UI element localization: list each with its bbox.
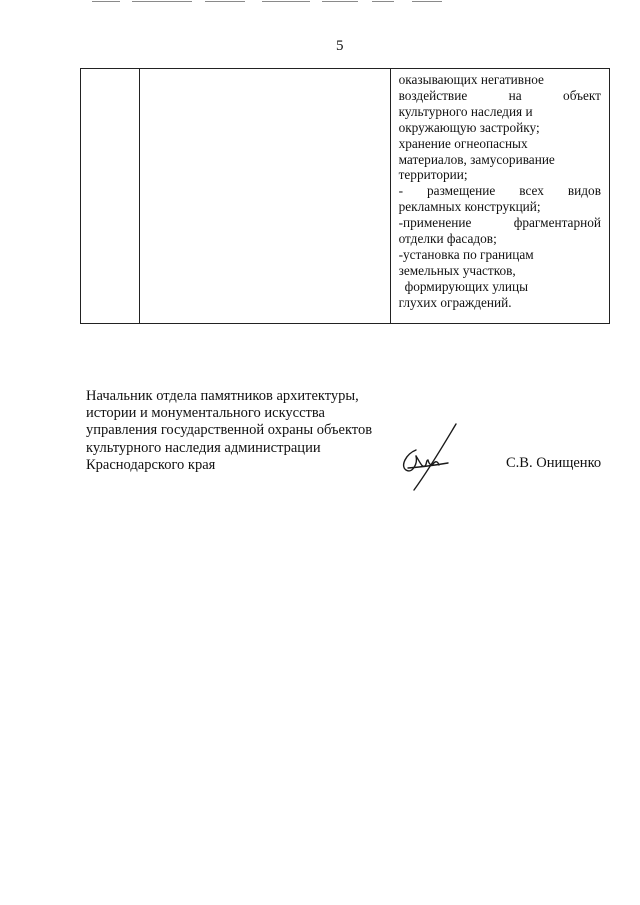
signature-icon <box>398 420 468 492</box>
signatory-position <box>86 388 372 474</box>
table-cell-number <box>81 69 140 324</box>
restriction-text-line: территории; <box>398 167 468 183</box>
restriction-text-line: культурного наследия и <box>398 103 533 119</box>
restriction-text-line: глухих ограждений. <box>398 294 512 310</box>
restriction-text-line: окружающую застройку; <box>398 119 540 135</box>
signatory-position-line: культурного наследия администрации <box>86 439 321 456</box>
restriction-text-line: рекламных конструкций; <box>398 199 541 215</box>
restriction-text-line: -применение фрагментарной <box>398 215 601 231</box>
restriction-text-line: отделки фасадов; <box>398 231 497 247</box>
restriction-text-line: земельных участков, <box>398 262 516 278</box>
signatory-position-line: истории и монументального искусства <box>86 405 325 422</box>
page-number: 5 <box>336 38 344 54</box>
table-cell-description <box>140 69 390 324</box>
scan-artifact-lines <box>0 0 640 6</box>
table-cell-restrictions <box>390 69 609 324</box>
signatory-position-line: Начальник отдела памятников архитектуры, <box>86 388 359 404</box>
signatory-position-line: управления государственной охраны объектов <box>86 422 373 439</box>
restriction-text-line: оказывающих негативное <box>398 72 544 87</box>
restriction-text-line: -установка по границам <box>398 246 534 262</box>
signatory-position-line: Краснодарского края <box>86 456 216 473</box>
restriction-text-line: материалов, замусоривание <box>398 151 555 167</box>
restriction-text-line: воздействие на объект <box>398 87 601 103</box>
restriction-text-line: формирующих улицы <box>404 278 529 294</box>
restrictions-table <box>80 68 610 324</box>
restriction-text-line: - размещение всех видов <box>398 183 601 199</box>
table-row <box>81 69 610 324</box>
signer-name: С.В. Онищенко <box>506 455 602 471</box>
restriction-text-line: хранение огнеопасных <box>398 135 528 151</box>
